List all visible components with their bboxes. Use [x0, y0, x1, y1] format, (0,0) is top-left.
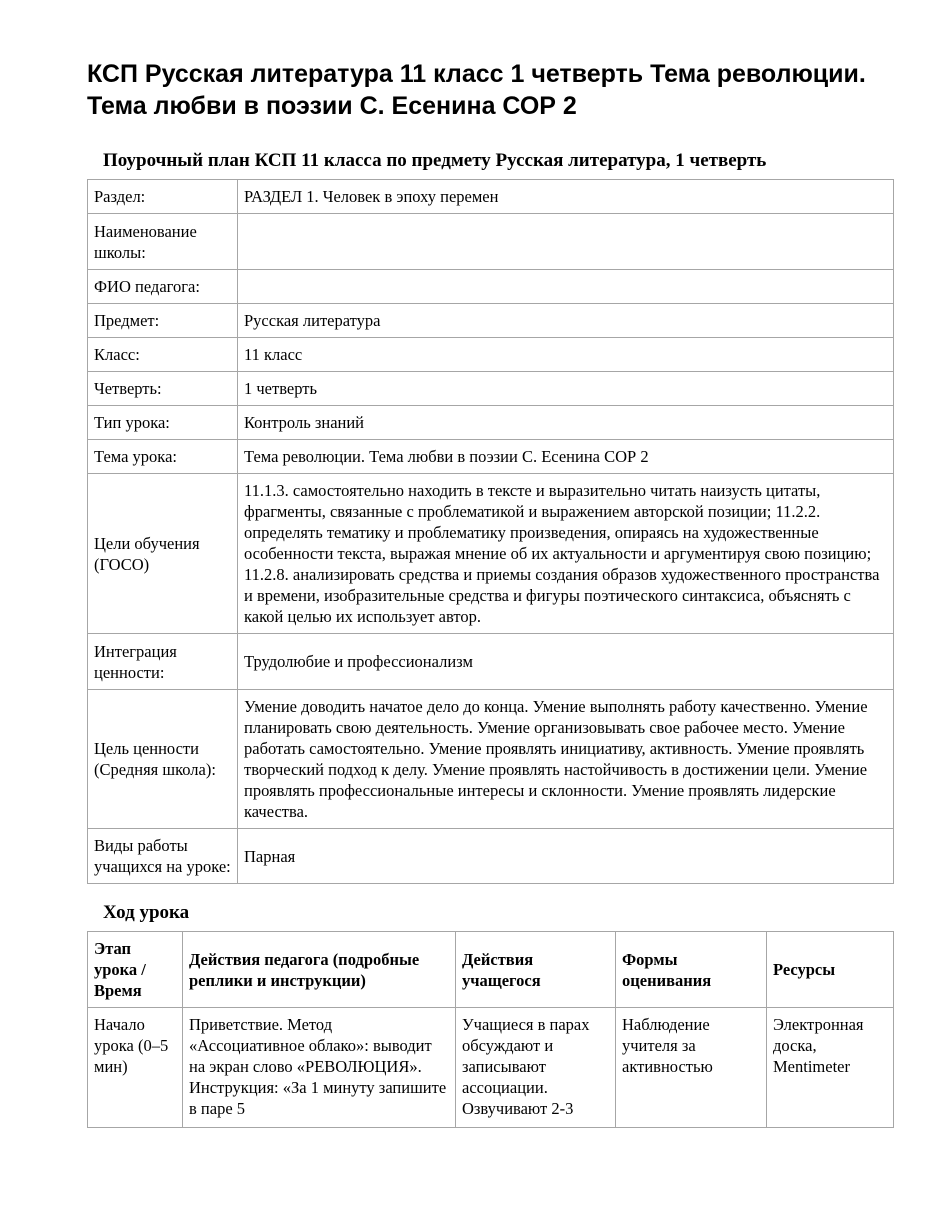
info-label: Четверть:: [88, 372, 238, 406]
info-row: [88, 304, 894, 338]
header-assessment: Формы оценивания: [616, 932, 767, 1008]
info-value: Трудолюбие и профессионализм: [238, 634, 894, 690]
lesson-row: [88, 1008, 894, 1128]
lesson-progress-table: [87, 931, 894, 1128]
cell-teacher-actions: Приветствие. Метод «Ассоциативное облако»: выводит на экран слово «РЕВОЛЮЦИЯ». Инструкция: «За 1 минуту запишите в паре 5: [183, 1008, 456, 1128]
info-label: Предмет:: [88, 304, 238, 338]
info-row: [88, 829, 894, 884]
header-student-actions: Действия учащегося: [456, 932, 616, 1008]
info-label: Цели обучения (ГОСО): [88, 474, 238, 634]
info-label: Раздел:: [88, 180, 238, 214]
info-value: Русская литература: [238, 304, 894, 338]
info-label: Тема урока:: [88, 440, 238, 474]
info-row: [88, 270, 894, 304]
info-value: Контроль знаний: [238, 406, 894, 440]
info-label: Тип урока:: [88, 406, 238, 440]
cell-resources: Электронная доска, Mentimeter: [767, 1008, 894, 1128]
info-row: [88, 180, 894, 214]
plan-heading: Поурочный план КСП 11 класса по предмету Русская литература, 1 четверть: [103, 150, 767, 171]
cell-assessment: Наблюдение учителя за активностью: [616, 1008, 767, 1128]
info-row: [88, 474, 894, 634]
info-row: [88, 214, 894, 270]
info-row: [88, 634, 894, 690]
info-row: [88, 690, 894, 829]
info-label: Класс:: [88, 338, 238, 372]
info-value: 1 четверть: [238, 372, 894, 406]
cell-student-actions: Учащиеся в парах обсуждают и записывают ассоциации. Озвучивают 2-3: [456, 1008, 616, 1128]
info-label: Цель ценности (Средняя школа):: [88, 690, 238, 829]
info-row: [88, 372, 894, 406]
cell-stage: Начало урока (0–5 мин): [88, 1008, 183, 1128]
lesson-header-row: [88, 932, 894, 1008]
header-teacher-actions: Действия педагога (подробные реплики и инструкции): [183, 932, 456, 1008]
document-title: КСП Русская литература 11 класс 1 четверть Тема революции. Тема любви в поэзии С. Есенина СОР 2: [87, 60, 866, 120]
info-value: [238, 214, 894, 270]
header-resources: Ресурсы: [767, 932, 894, 1008]
info-row: [88, 338, 894, 372]
info-label: ФИО педагога:: [88, 270, 238, 304]
lesson-info-table: [87, 179, 894, 884]
info-value: Парная: [238, 829, 894, 884]
header-stage: Этап урока / Время: [88, 932, 183, 1008]
info-value: 11 класс: [238, 338, 894, 372]
info-value: Умение доводить начатое дело до конца. Умение выполнять работу качественно. Умение планировать свою деятельность. Умение организовывать свое рабочее место. Умение работать самостоятельно. Умение проявлять инициативу, активность. Умение проявлять творческий подход к делу. Умение проявлять настойчивость в достижении цели. Умение проявлять профессиональные интересы и склонности. Умение проявлять лидерские качества.: [238, 690, 894, 829]
info-value: РАЗДЕЛ 1. Человек в эпоху перемен: [238, 180, 894, 214]
info-value: 11.1.3. самостоятельно находить в тексте и выразительно читать наизусть цитаты, фрагменты, связанные с проблематикой и выражением авторской позиции; 11.2.2. определять тематику и проблематику произведения, опираясь на художественные особенности текста, выражая мнение об их актуальности и аргументируя свою позицию; 11.2.8. анализировать средства и приемы создания образов художественного пространства и времени, изобразительные средства и фигуры поэтического синтаксиса, объяснять с какой целью их использует автор.: [238, 474, 894, 634]
lesson-heading: Ход урока: [103, 902, 190, 923]
info-label: Наименование школы:: [88, 214, 238, 270]
info-value: Тема революции. Тема любви в поэзии С. Есенина СОР 2: [238, 440, 894, 474]
info-label: Интеграция ценности:: [88, 634, 238, 690]
document-page: [87, 58, 893, 1128]
info-label: Виды работы учащихся на уроке:: [88, 829, 238, 884]
info-value: [238, 270, 894, 304]
info-row: [88, 406, 894, 440]
info-row: [88, 440, 894, 474]
